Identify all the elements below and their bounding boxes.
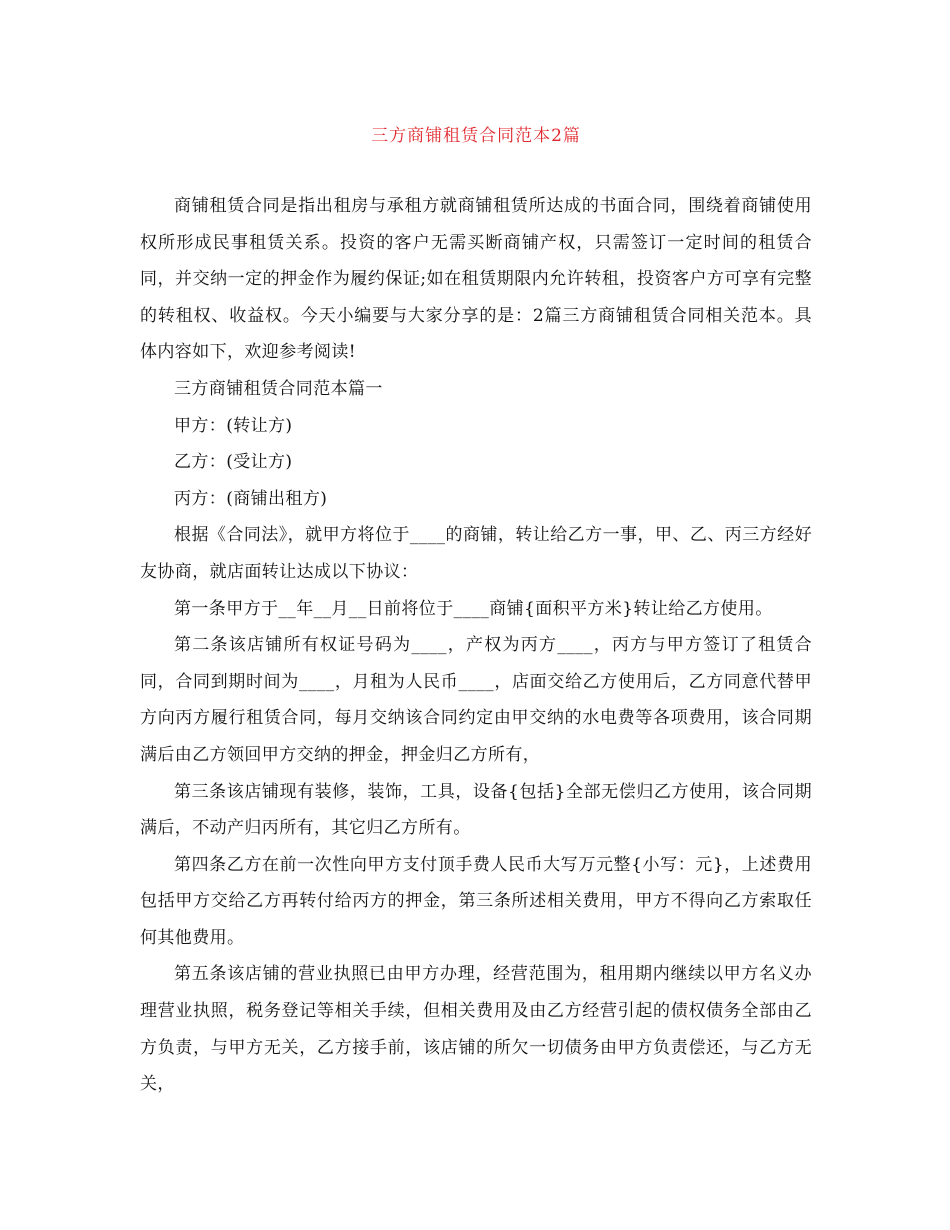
article-2: 第二条该店铺所有权证号码为____，产权为丙方____，丙方与甲方签订了租赁合同，合同到期时间为____，月租为人民币____，店面交给乙方使用后，乙方同意代替甲方向丙方履行租赁合同，每月交纳该合同约定由甲交纳的水电费等各项费用，该合同期满后由乙方领回甲方交纳的押金，押金归乙方所有， (140, 635, 812, 765)
party-b-line: 乙方：(受让方) (174, 452, 293, 473)
document-title: 三方商铺租赁合同范本2篇 (371, 126, 581, 146)
article-4: 第四条乙方在前一次性向甲方支付顶手费人民币大写万元整{小写：元}，上述费用包括甲方交给乙方再转付给丙方的押金，第三条所述相关费用，甲方不得向乙方索取任何其他费用。 (140, 854, 812, 948)
document-body (140, 188, 812, 1103)
party-a-line: 甲方：(转让方) (174, 415, 293, 436)
article-3: 第三条该店铺现有装修，装饰，工具，设备{包括}全部无偿归乙方使用，该合同期满后，不动产归丙所有，其它归乙方所有。 (140, 781, 812, 839)
article-5: 第五条该店铺的营业执照已由甲方办理，经营范围为，租用期内继续以甲方名义办理营业执照，税务登记等相关手续，但相关费用及由乙方经营引起的债权债务全部由乙方负责，与甲方无关，乙方接手前，该店铺的所欠一切债务由甲方负责偿还，与乙方无关， (140, 964, 812, 1095)
article-1: 第一条甲方于__年__月__日前将位于____商铺{面积平方米}转让给乙方使用。 (174, 598, 773, 619)
section-heading: 三方商铺租赁合同范本篇一 (174, 378, 383, 399)
intro-paragraph: 商铺租赁合同是指出租房与承租方就商铺租赁所达成的书面合同，围绕着商铺使用权所形成民事租赁关系。投资的客户无需买断商铺产权，只需签订一定时间的租赁合同，并交纳一定的押金作为履约保证;如在租赁期限内允许转租，投资客户方可享有完整的转租权、收益权。今天小编要与大家分享的是：2篇三方商铺租赁合同相关范本。具体内容如下，欢迎参考阅读! (140, 196, 812, 363)
preamble-paragraph: 根据《合同法》，就甲方将位于____的商铺，转让给乙方一事，甲、乙、丙三方经好友协商，就店面转让达成以下协议： (140, 525, 812, 582)
party-c-line: 丙方：(商铺出租方) (174, 488, 328, 509)
